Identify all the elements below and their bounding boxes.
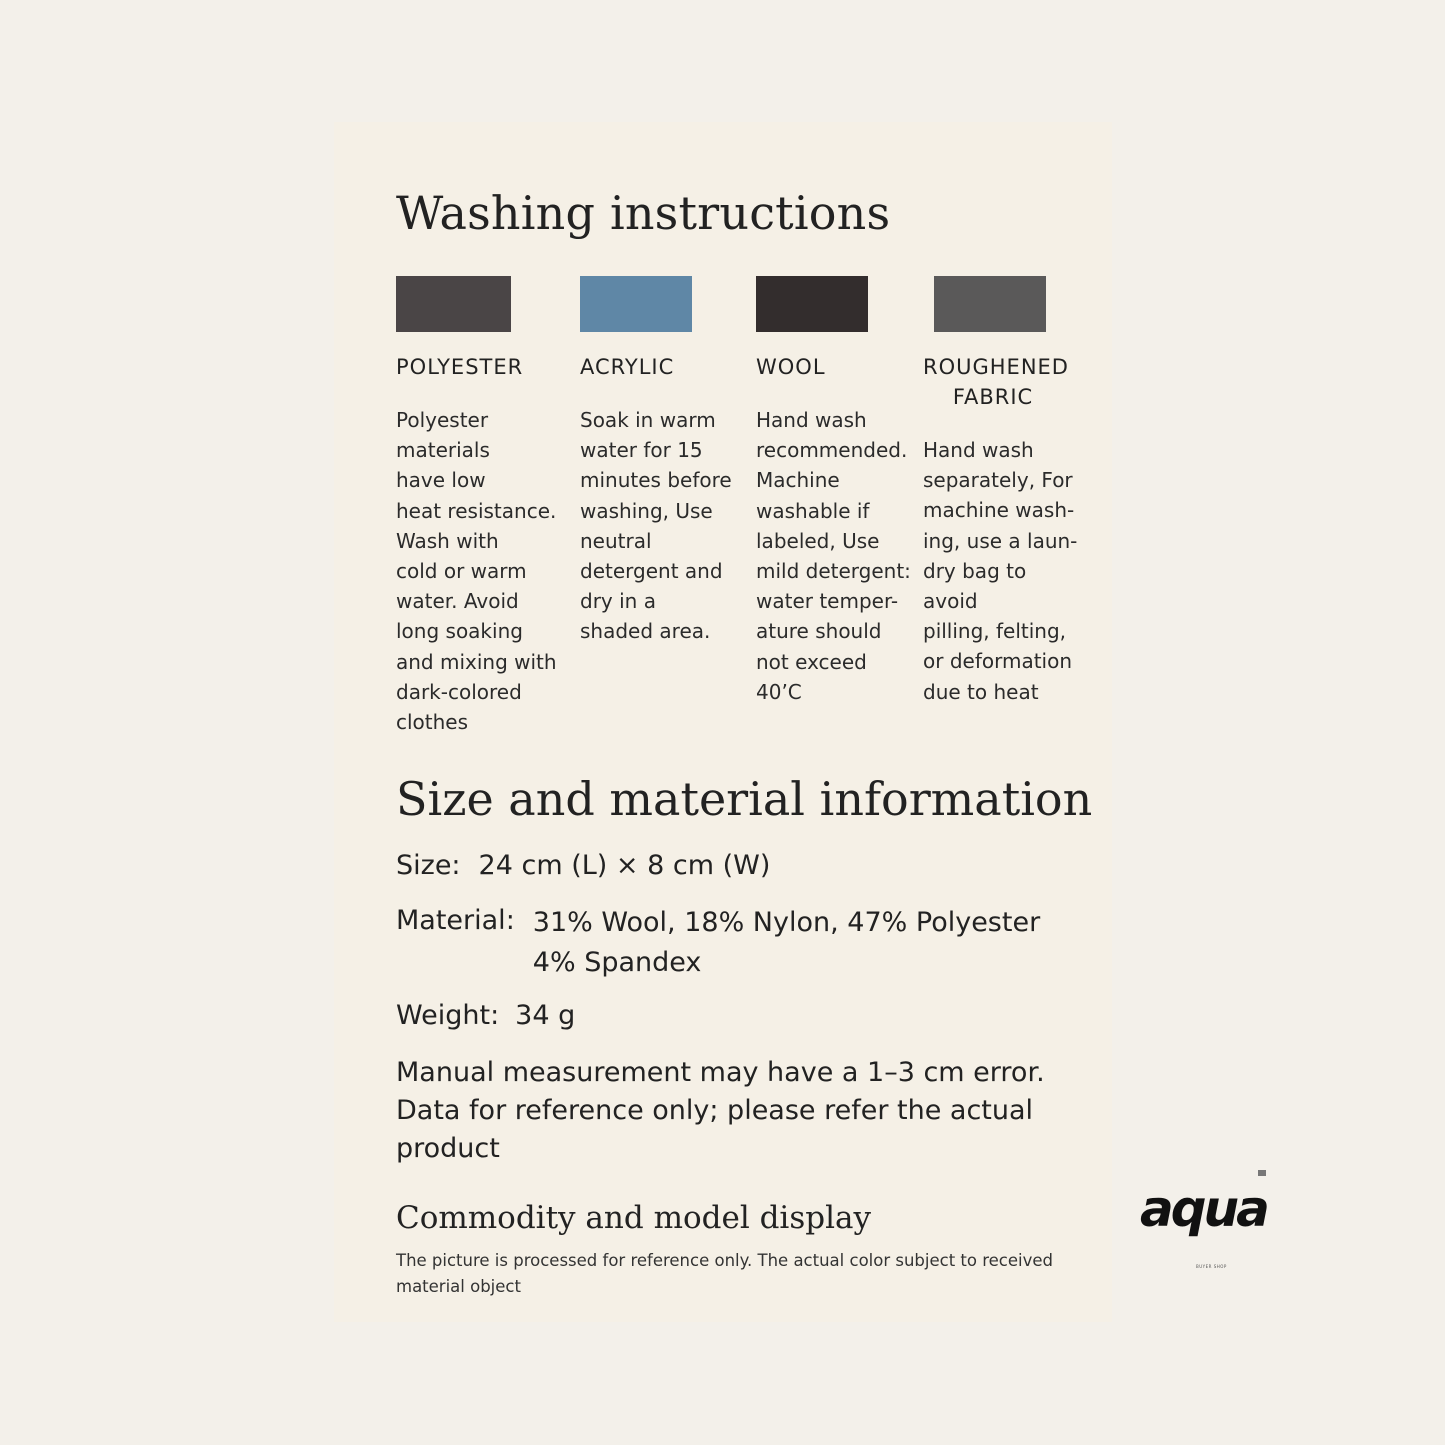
weight-label: Weight: [396, 1000, 500, 1031]
washing-instructions-title: Washing instructions [396, 186, 891, 240]
material-label: Material: [396, 905, 515, 936]
fabric-name: WOOL [756, 355, 826, 379]
fabric-roughened [923, 276, 1083, 707]
measurement-note [396, 1054, 1045, 1168]
size-material-title: Size and material information [396, 772, 1093, 826]
material-row [396, 905, 1040, 983]
fabric-swatch [934, 276, 1046, 332]
fabric-description: Polyester materials have low heat resistance. Wash with cold or warm water. Avoid long soaking and mixing with dark-colored clothes [396, 408, 557, 735]
fabric-description: Hand wash separately, For machine wash- ing, use a laun- dry bag to avoid pilling, felting, or deformation due to heat [923, 438, 1078, 704]
note-line-1: Manual measurement may have a 1–3 cm error. [396, 1057, 1045, 1088]
note-line-3: product [396, 1133, 500, 1164]
commodity-title: Commodity and model display [396, 1200, 872, 1236]
size-label: Size: [396, 850, 461, 881]
fabric-description: Soak in warm water for 15 minutes before washing, Use neutral detergent and dry in a shaded area. [580, 408, 732, 644]
fabric-swatch [396, 276, 511, 332]
logo-subtitle: BUYER SHOP [1196, 1264, 1227, 1269]
fabric-swatch [580, 276, 692, 332]
weight-value: 34 g [515, 1000, 576, 1031]
fabric-name: ACRYLIC [580, 355, 675, 379]
fabric-wool [756, 276, 916, 707]
size-row [396, 850, 770, 881]
fabric-swatch [756, 276, 868, 332]
fabric-name: POLYESTER [396, 355, 524, 379]
weight-row [396, 1000, 575, 1031]
fabric-acrylic [580, 276, 740, 647]
size-value: 24 cm (L) × 8 cm (W) [478, 850, 771, 881]
note-line-2: Data for reference only; please refer the actual [396, 1095, 1034, 1126]
logo-mark-icon [1258, 1170, 1266, 1176]
material-values [533, 903, 1040, 983]
material-line-2: 4% Spandex [532, 947, 702, 978]
brand-logo [1140, 1170, 1280, 1270]
material-line-1: 31% Wool, 18% Nylon, 47% Polyester [532, 907, 1041, 938]
commodity-disclaimer: The picture is processed for reference only. The actual color subject to received material object [396, 1251, 1053, 1296]
fabric-description: Hand wash recommended. Machine washable if labeled, Use mild detergent: water temper- ature should not exceed 40’C [756, 408, 911, 704]
fabric-name: ROUGHENED FABRIC [923, 355, 1069, 409]
logo-wordmark: aqua [1140, 1180, 1267, 1238]
fabric-polyester [396, 276, 566, 737]
